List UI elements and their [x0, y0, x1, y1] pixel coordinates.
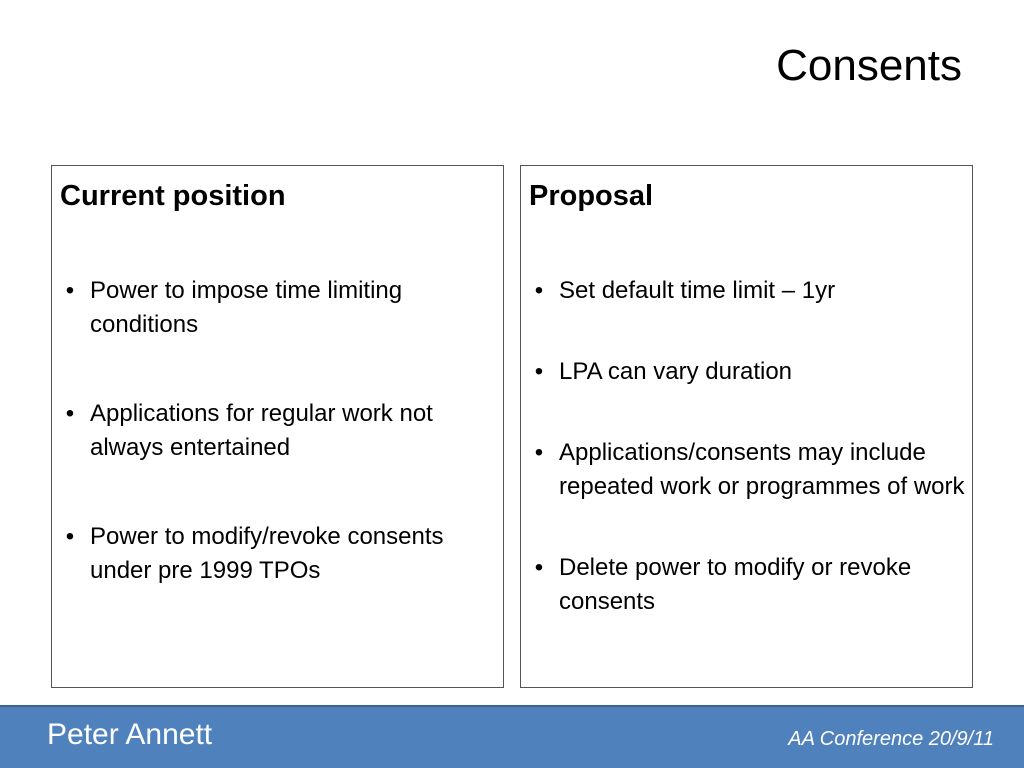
list-item-text: LPA can vary duration — [559, 358, 793, 385]
bullet-icon: • — [534, 554, 544, 581]
list-item-text: Power to impose time limiting conditions — [90, 277, 403, 338]
bullet-icon: • — [65, 523, 75, 550]
bullet-icon: • — [65, 277, 75, 304]
slide-title: Consents — [776, 41, 962, 90]
current-position-panel — [51, 165, 504, 688]
list-item-text: Delete power to modify or revoke consents — [559, 554, 912, 615]
bullet-icon: • — [534, 277, 544, 304]
bullet-icon: • — [534, 358, 544, 385]
list-item — [60, 397, 497, 465]
current-position-heading: Current position — [60, 180, 286, 212]
bullet-icon: • — [534, 439, 544, 466]
footer-event: AA Conference 20/9/11 — [788, 728, 994, 750]
proposal-heading: Proposal — [529, 180, 654, 212]
list-item — [529, 274, 966, 308]
list-item — [529, 551, 966, 619]
current-position-list — [60, 274, 497, 643]
list-item — [60, 520, 497, 588]
list-item-text: Power to modify/revoke consents under pre 1999 TPOs — [90, 523, 444, 584]
proposal-panel — [520, 165, 973, 688]
slide-footer — [0, 705, 1024, 768]
list-item-text: Applications/consents may include repeated work or programmes of work — [559, 439, 965, 500]
list-item-text: Set default time limit – 1yr — [559, 277, 836, 304]
list-item — [60, 274, 497, 342]
footer-author: Peter Annett — [47, 718, 213, 751]
list-item-text: Applications for regular work not always entertained — [90, 400, 433, 461]
bullet-icon: • — [65, 400, 75, 427]
proposal-list — [529, 274, 966, 666]
list-item — [529, 436, 966, 504]
list-item — [529, 355, 966, 389]
